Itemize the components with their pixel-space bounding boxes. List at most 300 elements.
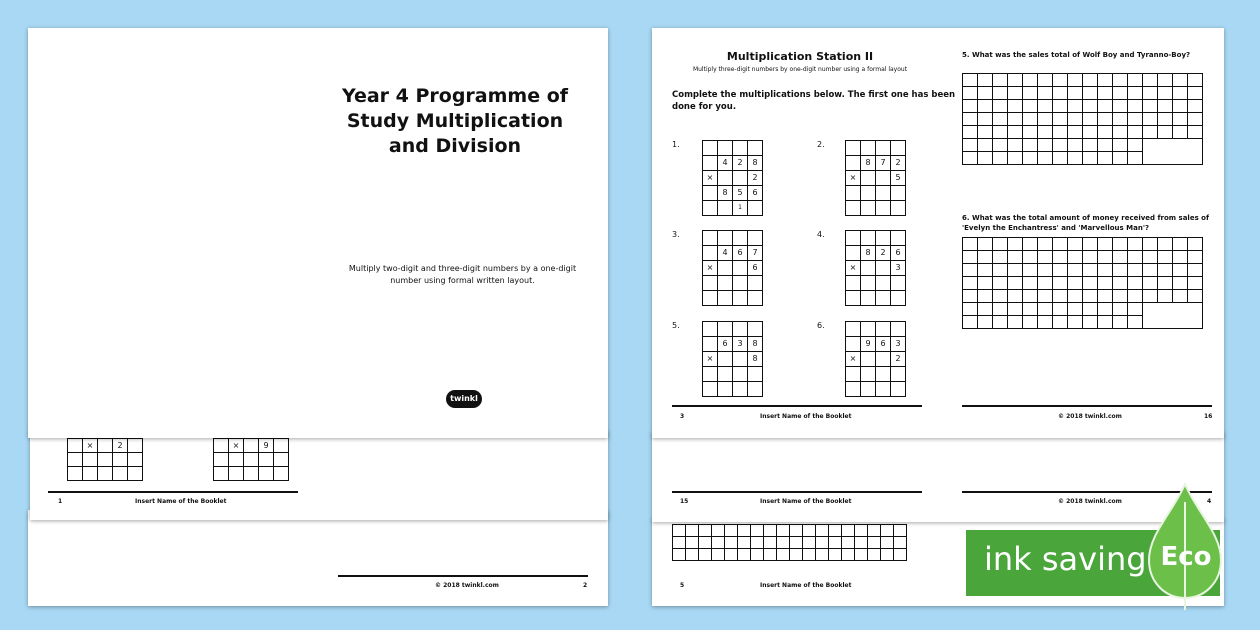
grid-cell bbox=[733, 322, 748, 337]
grid-cell bbox=[703, 367, 718, 382]
grid-cell bbox=[712, 549, 725, 561]
grid-cell bbox=[894, 525, 907, 537]
grid-cell bbox=[777, 525, 790, 537]
grid-cell bbox=[748, 291, 763, 306]
grid-cell: 2 bbox=[733, 156, 748, 171]
grid-cell bbox=[790, 549, 803, 561]
grid-cell: 3 bbox=[891, 261, 906, 276]
grid-cell bbox=[98, 453, 113, 467]
grid-cell bbox=[1008, 126, 1023, 139]
twinkl-logo: twinkl bbox=[446, 390, 482, 408]
grid-cell bbox=[1053, 238, 1068, 251]
problem-grid bbox=[845, 140, 906, 216]
booklet-name: Insert Name of the Booklet bbox=[135, 498, 227, 505]
grid-cell bbox=[1158, 113, 1173, 126]
grid-cell bbox=[1053, 139, 1068, 152]
grid-cell bbox=[1023, 126, 1038, 139]
question-6-grid bbox=[962, 237, 1203, 329]
grid-cell bbox=[1188, 264, 1203, 277]
problem-label: 2. bbox=[817, 140, 825, 149]
grid-cell bbox=[1098, 277, 1113, 290]
grid-cell bbox=[1128, 100, 1143, 113]
grid-cell bbox=[978, 290, 993, 303]
worksheet-subtitle: Multiply three-digit numbers by one-digit number using a formal layout bbox=[692, 66, 908, 73]
grid-cell bbox=[703, 231, 718, 246]
grid-cell bbox=[963, 152, 978, 165]
grid-row bbox=[703, 261, 763, 276]
grid-cell bbox=[1068, 152, 1083, 165]
grid-cell: 8 bbox=[861, 246, 876, 261]
grid-cell bbox=[1143, 238, 1158, 251]
grid-cell bbox=[993, 100, 1008, 113]
grid-cell bbox=[1113, 113, 1128, 126]
grid-cell bbox=[1023, 74, 1038, 87]
cover-subtitle: Multiply two-digit and three-digit numbers by a one-digit number using formal written layout. bbox=[348, 264, 577, 285]
grid-cell bbox=[1083, 113, 1098, 126]
cover-title: Year 4 Programme of Study Multiplication and Division bbox=[341, 85, 569, 157]
problem-label: 4. bbox=[817, 230, 825, 239]
grid-cell bbox=[712, 537, 725, 549]
worksheet-instructions: Complete the multiplications below. The first one has been done for you. bbox=[672, 90, 956, 112]
grid-cell bbox=[1158, 100, 1173, 113]
grid-cell bbox=[733, 291, 748, 306]
grid-cell bbox=[1083, 238, 1098, 251]
grid-cell bbox=[1053, 100, 1068, 113]
grid-cell bbox=[891, 291, 906, 306]
footer-line bbox=[338, 575, 588, 577]
grid-cell bbox=[1053, 126, 1068, 139]
grid-cell bbox=[1173, 87, 1188, 100]
grid-cell bbox=[113, 453, 128, 467]
grid-cell bbox=[1038, 113, 1053, 126]
grid-cell bbox=[686, 549, 699, 561]
grid-cell bbox=[1143, 113, 1158, 126]
left-bottom-sheet bbox=[28, 510, 608, 606]
grid-cell bbox=[1188, 238, 1203, 251]
grid-cell bbox=[777, 549, 790, 561]
grid-cell: × bbox=[229, 439, 244, 453]
page-number: 4 bbox=[1207, 498, 1212, 505]
grid-cell bbox=[751, 537, 764, 549]
grid-cell bbox=[876, 201, 891, 216]
grid-cell bbox=[1068, 87, 1083, 100]
grid-cell bbox=[1053, 152, 1068, 165]
problem-label: 6. bbox=[817, 321, 825, 330]
grid-cell bbox=[718, 261, 733, 276]
grid-cell bbox=[978, 152, 993, 165]
grid-row bbox=[703, 156, 763, 171]
grid-cell: 5 bbox=[891, 171, 906, 186]
grid-cell bbox=[1008, 238, 1023, 251]
grid-cell bbox=[1038, 87, 1053, 100]
grid-cell bbox=[855, 537, 868, 549]
grid-cell: × bbox=[846, 171, 861, 186]
grid-cell bbox=[725, 549, 738, 561]
grid-row bbox=[68, 467, 143, 481]
grid-cell bbox=[703, 291, 718, 306]
grid-row bbox=[963, 87, 1203, 100]
grid-cell bbox=[1068, 277, 1083, 290]
grid-cell bbox=[1143, 264, 1158, 277]
grid-cell: 6 bbox=[718, 337, 733, 352]
grid-cell bbox=[1113, 238, 1128, 251]
grid-cell bbox=[1128, 277, 1143, 290]
grid-cell bbox=[1173, 251, 1188, 264]
grid-cell bbox=[748, 382, 763, 397]
grid-cell: 2 bbox=[748, 171, 763, 186]
grid-cell bbox=[1053, 316, 1068, 329]
grid-cell bbox=[1113, 316, 1128, 329]
grid-cell bbox=[673, 537, 686, 549]
grid-cell bbox=[978, 126, 993, 139]
grid-cell bbox=[1038, 277, 1053, 290]
grid-cell bbox=[1053, 290, 1068, 303]
grid-cell bbox=[673, 525, 686, 537]
grid-cell bbox=[978, 87, 993, 100]
grid-cell bbox=[1098, 290, 1113, 303]
grid-cell bbox=[846, 156, 861, 171]
grid-cell bbox=[861, 322, 876, 337]
grid-cell bbox=[748, 201, 763, 216]
grid-cell bbox=[993, 113, 1008, 126]
grid-cell bbox=[891, 276, 906, 291]
grid-cell bbox=[1008, 74, 1023, 87]
grid-row bbox=[846, 382, 906, 397]
grid-cell bbox=[861, 231, 876, 246]
grid-cell bbox=[1083, 264, 1098, 277]
grid-row bbox=[846, 261, 906, 276]
grid-cell bbox=[1113, 126, 1128, 139]
grid-cell bbox=[1098, 152, 1113, 165]
grid-cell bbox=[1053, 74, 1068, 87]
grid-row bbox=[846, 246, 906, 261]
grid-cell bbox=[963, 290, 978, 303]
grid-cell bbox=[1098, 303, 1113, 316]
grid-cell: × bbox=[703, 171, 718, 186]
grid-cell: 6 bbox=[748, 261, 763, 276]
grid-cell bbox=[718, 231, 733, 246]
grid-cell bbox=[1128, 139, 1143, 152]
grid-cell bbox=[1113, 74, 1128, 87]
grid-cell bbox=[1128, 316, 1143, 329]
grid-cell: 2 bbox=[891, 352, 906, 367]
grid-cell: 6 bbox=[733, 246, 748, 261]
grid-cell bbox=[846, 382, 861, 397]
grid-cell bbox=[881, 549, 894, 561]
grid-row bbox=[703, 382, 763, 397]
grid-cell bbox=[803, 525, 816, 537]
grid-cell bbox=[790, 525, 803, 537]
grid-cell bbox=[128, 453, 143, 467]
grid-row bbox=[703, 186, 763, 201]
grid-cell: 6 bbox=[876, 337, 891, 352]
grid-cell bbox=[963, 74, 978, 87]
grid-cell bbox=[1188, 100, 1203, 113]
grid-cell: 4 bbox=[718, 156, 733, 171]
grid-cell bbox=[1038, 251, 1053, 264]
problem-grid bbox=[702, 140, 763, 216]
grid-cell bbox=[1143, 251, 1158, 264]
grid-cell bbox=[1173, 290, 1188, 303]
grid-cell bbox=[829, 537, 842, 549]
grid-cell bbox=[83, 467, 98, 481]
grid-cell bbox=[978, 264, 993, 277]
footer-line bbox=[672, 405, 922, 407]
grid-cell bbox=[876, 367, 891, 382]
grid-cell bbox=[113, 467, 128, 481]
grid-row bbox=[68, 453, 143, 467]
grid-cell bbox=[894, 549, 907, 561]
grid-cell bbox=[718, 141, 733, 156]
grid-cell: × bbox=[846, 352, 861, 367]
grid-cell bbox=[1188, 251, 1203, 264]
grid-cell bbox=[244, 439, 259, 453]
grid-cell bbox=[1098, 264, 1113, 277]
grid-cell bbox=[733, 171, 748, 186]
grid-cell bbox=[1113, 100, 1128, 113]
grid-cell bbox=[846, 231, 861, 246]
grid-cell bbox=[1083, 152, 1098, 165]
grid-cell bbox=[1008, 290, 1023, 303]
grid-cell bbox=[1128, 152, 1143, 165]
grid-cell bbox=[725, 525, 738, 537]
grid-cell bbox=[846, 276, 861, 291]
grid-cell bbox=[733, 367, 748, 382]
grid-cell bbox=[703, 322, 718, 337]
grid-cell bbox=[1008, 113, 1023, 126]
grid-cell bbox=[718, 322, 733, 337]
grid-cell bbox=[1068, 251, 1083, 264]
grid-cell bbox=[1158, 290, 1173, 303]
grid-cell: 5 bbox=[733, 186, 748, 201]
grid-cell bbox=[718, 276, 733, 291]
grid-cell bbox=[876, 322, 891, 337]
grid-cell bbox=[1173, 238, 1188, 251]
grid-cell bbox=[1023, 303, 1038, 316]
grid-cell bbox=[703, 186, 718, 201]
grid-cell bbox=[963, 100, 978, 113]
grid-cell bbox=[891, 367, 906, 382]
grid-cell: 2 bbox=[891, 156, 906, 171]
grid-row bbox=[846, 186, 906, 201]
grid-cell: 8 bbox=[861, 156, 876, 171]
grid-cell bbox=[1023, 113, 1038, 126]
grid-cell bbox=[1008, 251, 1023, 264]
grid-cell: 2 bbox=[876, 246, 891, 261]
grid-cell bbox=[963, 264, 978, 277]
grid-cell bbox=[738, 525, 751, 537]
grid-cell bbox=[842, 549, 855, 561]
grid-cell: 6 bbox=[748, 186, 763, 201]
grid-cell bbox=[861, 186, 876, 201]
grid-row bbox=[703, 367, 763, 382]
grid-cell bbox=[1098, 126, 1113, 139]
grid-cell bbox=[1113, 290, 1128, 303]
grid-row bbox=[846, 352, 906, 367]
grid-cell bbox=[1038, 152, 1053, 165]
grid-cell bbox=[748, 141, 763, 156]
grid-cell bbox=[1188, 74, 1203, 87]
grid-cell bbox=[861, 141, 876, 156]
grid-cell bbox=[993, 277, 1008, 290]
grid-cell bbox=[803, 549, 816, 561]
grid-row bbox=[963, 277, 1203, 290]
grid-cell bbox=[1098, 74, 1113, 87]
grid-cell: 1 bbox=[733, 201, 748, 216]
grid-cell bbox=[861, 352, 876, 367]
grid-cell bbox=[1053, 87, 1068, 100]
grid-cell bbox=[777, 537, 790, 549]
grid-cell bbox=[978, 238, 993, 251]
grid-cell bbox=[846, 246, 861, 261]
grid-cell bbox=[816, 549, 829, 561]
grid-row bbox=[846, 231, 906, 246]
grid-cell bbox=[68, 467, 83, 481]
grid-cell bbox=[846, 291, 861, 306]
grid-cell bbox=[861, 382, 876, 397]
grid-cell bbox=[803, 537, 816, 549]
grid-cell: 4 bbox=[718, 246, 733, 261]
grid-cell bbox=[846, 141, 861, 156]
grid-cell bbox=[703, 276, 718, 291]
grid-cell: 7 bbox=[876, 156, 891, 171]
question-5: 5. What was the sales total of Wolf Boy and Tyranno-Boy? bbox=[962, 51, 1191, 59]
grid-cell bbox=[128, 467, 143, 481]
grid-cell bbox=[1008, 87, 1023, 100]
grid-cell bbox=[963, 87, 978, 100]
footer-line bbox=[672, 491, 922, 493]
grid-cell: 7 bbox=[748, 246, 763, 261]
grid-cell bbox=[1038, 238, 1053, 251]
grid-cell bbox=[846, 186, 861, 201]
footer-line bbox=[962, 405, 1212, 407]
grid-cell bbox=[1128, 113, 1143, 126]
grid-cell bbox=[1083, 303, 1098, 316]
grid-cell bbox=[1188, 87, 1203, 100]
grid-cell bbox=[703, 201, 718, 216]
grid-cell bbox=[1008, 139, 1023, 152]
grid-cell bbox=[881, 537, 894, 549]
grid-cell bbox=[1083, 277, 1098, 290]
problem-grid bbox=[702, 230, 763, 306]
grid-cell bbox=[861, 291, 876, 306]
grid-cell bbox=[751, 549, 764, 561]
grid-cell bbox=[978, 303, 993, 316]
grid-cell bbox=[1143, 277, 1158, 290]
answer-box bbox=[1143, 139, 1203, 165]
grid-cell bbox=[891, 201, 906, 216]
grid-cell bbox=[1053, 251, 1068, 264]
grid-row bbox=[673, 549, 907, 561]
bottom-answer-grid bbox=[672, 524, 907, 561]
problem-grid bbox=[845, 230, 906, 306]
grid-cell bbox=[1143, 290, 1158, 303]
right-middle-sheet bbox=[652, 432, 1224, 522]
grid-cell: 9 bbox=[259, 439, 274, 453]
page-number: 15 bbox=[680, 498, 689, 505]
grid-cell bbox=[1023, 100, 1038, 113]
grid-cell bbox=[891, 382, 906, 397]
grid-cell bbox=[846, 322, 861, 337]
footer-line bbox=[48, 491, 298, 493]
grid-cell bbox=[1038, 74, 1053, 87]
grid-cell bbox=[861, 276, 876, 291]
grid-cell bbox=[1038, 100, 1053, 113]
grid-cell bbox=[748, 322, 763, 337]
grid-cell bbox=[876, 382, 891, 397]
grid-cell bbox=[214, 467, 229, 481]
grid-cell bbox=[1038, 264, 1053, 277]
grid-row bbox=[963, 264, 1203, 277]
grid-cell bbox=[978, 139, 993, 152]
page-number: 2 bbox=[583, 582, 588, 589]
grid-cell: 3 bbox=[891, 337, 906, 352]
grid-cell bbox=[855, 549, 868, 561]
grid-row bbox=[963, 290, 1203, 303]
grid-cell bbox=[1128, 264, 1143, 277]
grid-cell bbox=[1083, 87, 1098, 100]
grid-cell bbox=[748, 231, 763, 246]
grid-row bbox=[703, 171, 763, 186]
grid-cell bbox=[703, 382, 718, 397]
grid-cell bbox=[1053, 277, 1068, 290]
left-back-grid-1 bbox=[67, 438, 143, 481]
grid-row bbox=[963, 100, 1203, 113]
grid-cell bbox=[1173, 264, 1188, 277]
grid-cell bbox=[712, 525, 725, 537]
grid-cell bbox=[876, 291, 891, 306]
grid-cell bbox=[274, 439, 289, 453]
worksheet-title: Multiplication Station II bbox=[726, 50, 874, 63]
grid-cell bbox=[1113, 264, 1128, 277]
grid-cell bbox=[748, 367, 763, 382]
grid-row bbox=[963, 303, 1203, 316]
grid-cell bbox=[1098, 238, 1113, 251]
grid-cell bbox=[1158, 251, 1173, 264]
grid-cell bbox=[1023, 290, 1038, 303]
grid-row bbox=[963, 74, 1203, 87]
grid-cell bbox=[1038, 139, 1053, 152]
grid-cell bbox=[1008, 277, 1023, 290]
grid-row bbox=[703, 337, 763, 352]
grid-cell bbox=[1023, 238, 1038, 251]
grid-cell bbox=[1023, 277, 1038, 290]
grid-cell bbox=[1158, 87, 1173, 100]
grid-cell bbox=[1158, 126, 1173, 139]
grid-cell bbox=[699, 525, 712, 537]
grid-cell bbox=[764, 537, 777, 549]
grid-cell bbox=[214, 453, 229, 467]
grid-cell bbox=[274, 453, 289, 467]
grid-cell bbox=[1113, 251, 1128, 264]
grid-cell bbox=[673, 549, 686, 561]
problem-label: 1. bbox=[672, 140, 680, 149]
grid-cell bbox=[1068, 113, 1083, 126]
grid-cell bbox=[891, 231, 906, 246]
question-6: 6. What was the total amount of money received from sales of 'Evelyn the Enchantress' and 'Marvellous Man'? bbox=[962, 214, 1210, 232]
grid-cell bbox=[1008, 316, 1023, 329]
grid-cell bbox=[703, 246, 718, 261]
grid-cell bbox=[214, 439, 229, 453]
grid-cell bbox=[83, 453, 98, 467]
grid-cell bbox=[1188, 277, 1203, 290]
grid-cell bbox=[1083, 290, 1098, 303]
grid-cell bbox=[1083, 100, 1098, 113]
grid-cell bbox=[816, 525, 829, 537]
grid-cell bbox=[764, 549, 777, 561]
grid-cell bbox=[1113, 303, 1128, 316]
grid-cell bbox=[748, 276, 763, 291]
